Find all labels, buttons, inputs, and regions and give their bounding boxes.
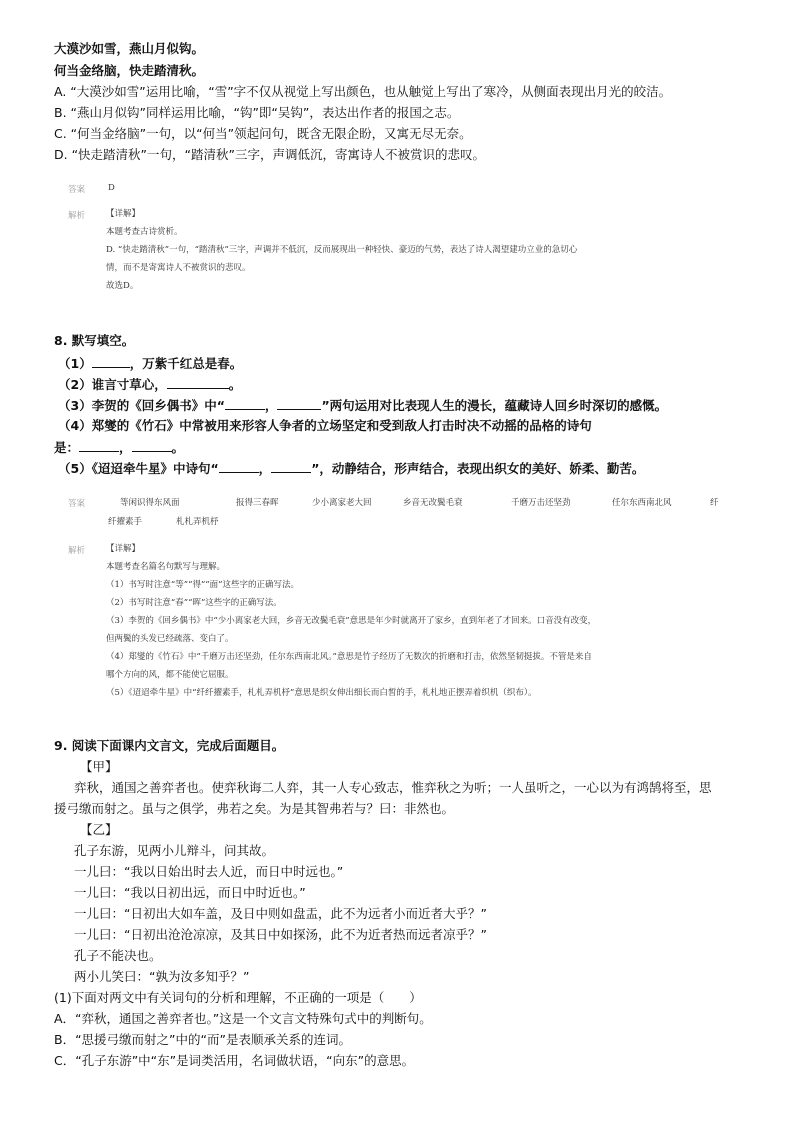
q8-answer-label: 答案 (68, 499, 86, 509)
q7-analysis-label: 解析 (68, 211, 86, 221)
q8-exp-line: 哪个方向的风，都不能使它屈服。 (106, 670, 234, 680)
q8-line-4a: （4）郑燮的《竹石》中常被用来形容人争者的立场坚定和受到敌人打击时决不动摇的品格的诗句 (58, 418, 592, 433)
q8-answer-4: 乡音无改鬓毛衰 (403, 498, 463, 508)
q8-exp-line: （2）书写时注意“春”“晖”这些字的正确写法。 (106, 598, 282, 608)
q7-option-b: B. “燕山月似钩”同样运用比喻，“钩”即“吴钩”，表达出作者的报国之志。 (54, 105, 460, 120)
q8-answer-1: 等闲识得东风面 (120, 498, 180, 508)
passage-yi-line: 孔子东游，见两小儿辩斗，问其故。 (74, 843, 275, 858)
q8-answer-9: 札札弄机杼 (176, 517, 219, 527)
q8-line-5: （5）《迢迢牵牛星》中诗句“ ， ”，动静结合，形声结合，表现出织女的美好、娇柔、勤苦。 (58, 461, 645, 476)
q7-detail-heading: 【详解】 (106, 209, 141, 219)
q9-title: 9. 阅读下面课内文言文，完成后面题目。 (54, 738, 285, 753)
poem-line-2: 何当金络脑，快走踏清秋。 (54, 63, 205, 78)
passage-yi-label: 【乙】 (80, 822, 118, 837)
blank[interactable] (132, 439, 172, 452)
poem-line-1: 大漠沙如雪，燕山月似钩。 (54, 41, 205, 56)
q8-exp-line: （5）《迢迢牵牛星》中“纤纤擢素手，札札弄机杼”意思是织女伸出细长而白皙的手，札札地正摆弄着织机（织布）。 (106, 688, 537, 698)
blank[interactable] (79, 439, 119, 452)
q8-answer-8: 纤擢素手 (108, 517, 143, 527)
q8-answer-3: 少小离家老大回 (312, 498, 372, 508)
q8-title: 8. 默写填空。 (54, 333, 135, 348)
blank[interactable] (167, 376, 229, 389)
q8-exp-line: 本题考查名篇名句默写与理解。 (106, 562, 226, 572)
passage-yi-line: 一儿曰：“我以日初出远，而日中时近也。” (74, 885, 306, 900)
passage-jia-p2: 援弓缴而射之。虽与之俱学，弗若之矣。为是其智弗若与？曰：非然也。 (54, 801, 455, 816)
passage-yi-line: 两小儿笑曰：“孰为汝多知乎？” (74, 969, 250, 984)
q8-answer-7: 纤 (710, 498, 719, 508)
q8-line-3: （3）李贺的《回乡偶书》中“ ， ”两句运用对比表现人生的漫长，蕴藏诗人回乡时深切的感慨。 (58, 398, 668, 413)
q8-detail-heading: 【详解】 (106, 544, 141, 554)
passage-yi-line: 一儿曰：“我以日始出时去人近，而日中时远也。” (74, 864, 344, 879)
q8-exp-line: （4）郑燮的《竹石》中“千磨万击还坚劲，任尔东西南北风。”意思是竹子经历了无数次的折磨和打击，依然坚韧挺拔。不管是来自 (106, 652, 592, 662)
q7-answer: D (108, 183, 115, 193)
blank[interactable] (225, 397, 265, 410)
q8-answer-6: 任尔东西南北风 (612, 498, 672, 508)
blank[interactable] (277, 397, 321, 410)
q8-exp-line: （3）李贺的《回乡偶书》中“少小离家老大回，乡音无改鬓毛衰”意思是年少时就离开了家乡，直到年老了才回来。口音没有改变， (106, 616, 597, 626)
blank[interactable] (92, 355, 130, 368)
q7-option-c: C. “何当金络脑”一句，以“何当”领起问句，既含无限企盼，又寓无尽无奈。 (54, 126, 472, 141)
passage-yi-line: 一儿曰：“日初出大如车盖，及日中则如盘盂，此不为远者小而近者大乎？” (74, 906, 487, 921)
q7-option-a: A. “大漠沙如雪”运用比喻，“雪”字不仅从视觉上写出颜色，也从触觉上写出了寒冷，从侧面表现出月光的皎洁。 (54, 84, 672, 99)
q8-answer-5: 千磨万击还坚劲 (511, 498, 571, 508)
passage-yi-line: 一儿曰：“日初出沧沧凉凉，及其日中如探汤，此不为近者热而远者凉乎？” (74, 927, 487, 942)
q7-option-d: D. “快走踏清秋”一句，“踏清秋”三字，声调低沉，寄寓诗人不被赏识的悲叹。 (54, 147, 485, 162)
passage-jia-label: 【甲】 (80, 759, 118, 774)
q8-exp-line: 但两鬓的头发已经疏落、变白了。 (106, 634, 234, 644)
q9-option-c: C．“孔子东游”中“东”是词类活用，名词做状语，“向东”的意思。 (54, 1053, 415, 1068)
q7-exp-3: 情，而不是寄寓诗人不被赏识的悲叹。 (106, 263, 251, 273)
q7-exp-2: D. “快走踏清秋”一句，“踏清秋”三字，声调并不低沉，反而展现出一种轻快、豪迈的气势，表达了诗人渴望建功立业的急切心 (106, 245, 578, 255)
q9-option-a: A．“弈秋，通国之善弈者也。”这是一个文言文特殊句式中的判断句。 (54, 1011, 432, 1026)
passage-jia-p1: 弈秋，通国之善弈者也。使弈秋诲二人弈，其一人专心致志，惟弈秋之为听；一人虽听之，一心以为有鸿鹄将至，思 (74, 780, 712, 795)
passage-yi-line: 孔子不能决也。 (74, 948, 162, 963)
q7-exp-4: 故选D。 (106, 281, 139, 291)
q8-exp-line: （1）书写时注意“等”“得”“面”这些字的正确写法。 (106, 580, 299, 590)
q8-line-1: （1） ，万紫千红总是春。 (58, 356, 243, 371)
q8-analysis-label: 解析 (68, 546, 86, 556)
q9-sub1-stem: (1)下面对两文中有关词句的分析和理解，不正确的一项是（ ） (54, 990, 422, 1005)
q7-answer-label: 答案 (68, 185, 86, 195)
blank[interactable] (271, 460, 311, 473)
q8-answer-2: 报得三春晖 (236, 498, 279, 508)
q7-exp-1: 本题考查古诗赏析。 (106, 227, 183, 237)
q8-line-4b: 是： ， 。 (54, 440, 185, 455)
blank[interactable] (219, 460, 259, 473)
q9-option-b: B．“思援弓缴而射之”中的“而”是表顺承关系的连词。 (54, 1032, 351, 1047)
q8-line-2: （2）谁言寸草心， 。 (58, 377, 242, 392)
